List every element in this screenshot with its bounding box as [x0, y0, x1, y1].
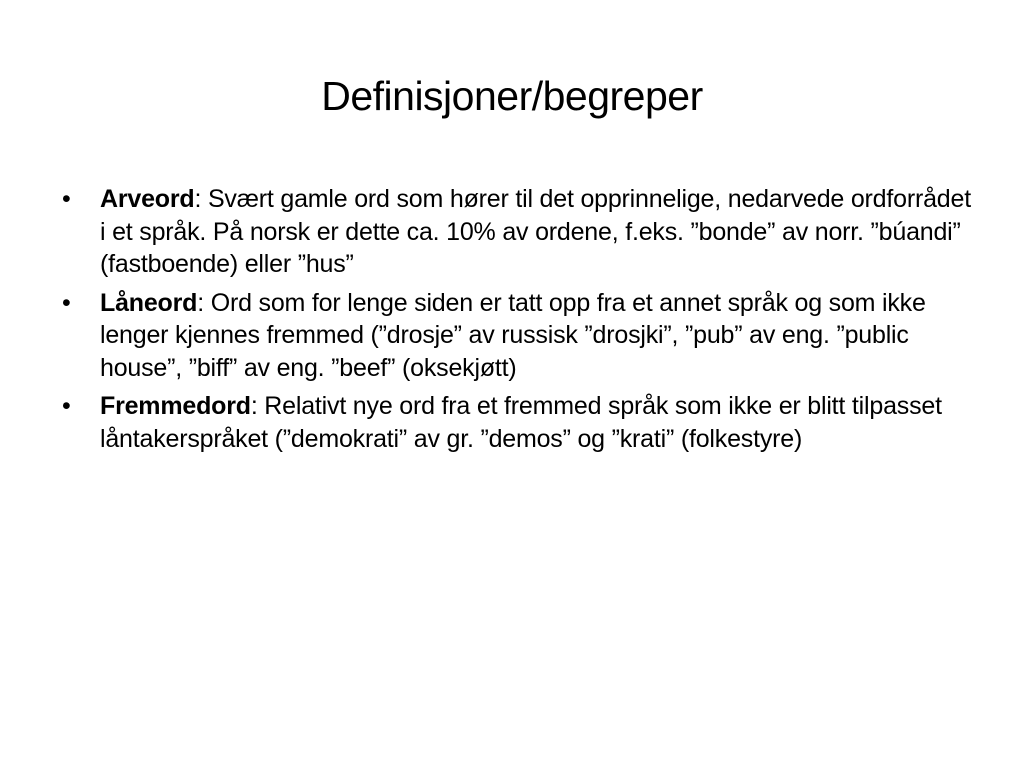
definition-list	[62, 183, 972, 461]
term-definition: : Svært gamle ord som hører til det opprinnelige, nedarvede ordforrådet i et språk. På norsk er dette ca. 10% av ordene, f.eks. ”bonde” av norr. ”búandi” (fastboende) eller ”hus”	[100, 185, 971, 278]
term-label: Fremmedord	[100, 392, 251, 420]
bullet-icon: •	[62, 288, 71, 317]
list-item-fremmedord	[62, 390, 972, 455]
list-item-arveord	[62, 183, 972, 281]
bullet-icon: •	[62, 185, 71, 213]
term-label: Arveord	[100, 185, 195, 213]
bullet-icon: •	[62, 392, 71, 420]
slide-title: Definisjoner/begreper	[321, 73, 703, 119]
list-item-laneord	[62, 287, 972, 385]
term-definition: : Relativt nye ord fra et fremmed språk som ikke er blitt tilpasset låntakerspråket (”demokrati” av gr. ”demos” og ”krati” (folkestyre)	[100, 392, 942, 453]
term-label: Låneord	[100, 288, 198, 317]
term-definition: : Ord som for lenge siden er tatt opp fra et annet språk og som ikke lenger kjennes fremmed (”drosje” av russisk ”drosjki”, ”pub” av eng. ”public house”, ”biff” av eng. ”beef” (oksekjøtt)	[100, 288, 926, 382]
